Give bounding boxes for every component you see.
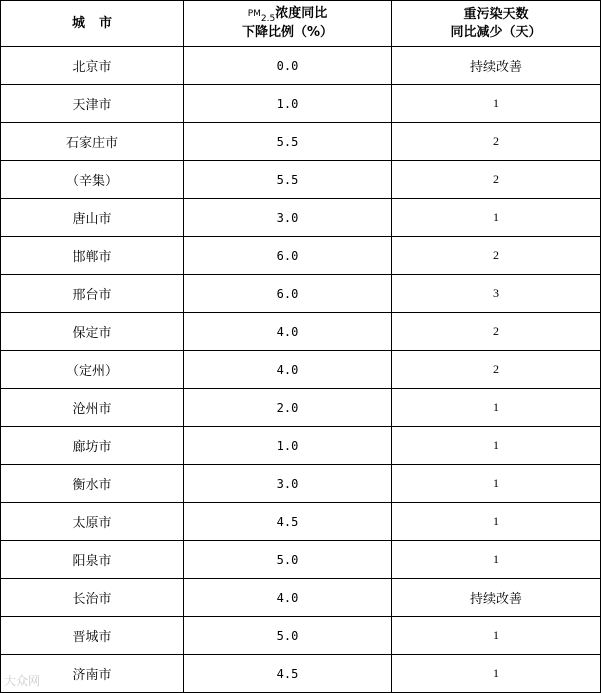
cell-days-reduced: 2 — [392, 237, 601, 275]
cell-pm-reduction: 4.0 — [184, 313, 392, 351]
header-pm-line2: 下降比例（%） — [241, 25, 334, 40]
header-city — [1, 1, 184, 47]
cell-days-reduced: 2 — [392, 161, 601, 199]
cell-city: 邯郸市 — [1, 237, 184, 275]
table-row — [1, 655, 601, 693]
header-pm-line1: 浓度同比 — [275, 6, 328, 21]
table-row — [1, 617, 601, 655]
table-row — [1, 465, 601, 503]
cell-pm-reduction: 5.0 — [184, 541, 392, 579]
cell-pm-reduction: 1.0 — [184, 85, 392, 123]
cell-city: 保定市 — [1, 313, 184, 351]
cell-days-reduced: 3 — [392, 275, 601, 313]
cell-city: （辛集） — [1, 161, 184, 199]
cell-pm-reduction: 1.0 — [184, 427, 392, 465]
cell-city: 廊坊市 — [1, 427, 184, 465]
cell-city: 长治市 — [1, 579, 184, 617]
cell-city: 阳泉市 — [1, 541, 184, 579]
cell-city: （定州） — [1, 351, 184, 389]
cell-city: 天津市 — [1, 85, 184, 123]
table-row — [1, 85, 601, 123]
cell-days-reduced: 1 — [392, 617, 601, 655]
header-days-line1: 重污染天数 — [463, 6, 529, 22]
cell-pm-reduction: 6.0 — [184, 275, 392, 313]
cell-pm-reduction: 0.0 — [184, 47, 392, 85]
cell-pm-reduction: 5.5 — [184, 123, 392, 161]
table-row — [1, 351, 601, 389]
cell-city: 沧州市 — [1, 389, 184, 427]
cell-pm-reduction: 5.5 — [184, 161, 392, 199]
cell-days-reduced: 1 — [392, 541, 601, 579]
table-row — [1, 199, 601, 237]
cell-days-reduced: 持续改善 — [392, 47, 601, 85]
cell-days-reduced: 2 — [392, 351, 601, 389]
table-row — [1, 123, 601, 161]
cell-pm-reduction: 4.5 — [184, 655, 392, 693]
table-row — [1, 275, 601, 313]
table-row — [1, 161, 601, 199]
watermark-text: 大众网 — [4, 674, 41, 688]
table-body — [1, 47, 601, 693]
cell-pm-reduction: 2.0 — [184, 389, 392, 427]
table-row — [1, 503, 601, 541]
table-row — [1, 237, 601, 275]
cell-days-reduced: 2 — [392, 313, 601, 351]
cell-days-reduced: 1 — [392, 427, 601, 465]
cell-days-reduced: 1 — [392, 199, 601, 237]
cell-days-reduced: 2 — [392, 123, 601, 161]
cell-city: 唐山市 — [1, 199, 184, 237]
cell-pm-reduction: 5.0 — [184, 617, 392, 655]
table-row — [1, 427, 601, 465]
header-days-line2: 同比减少（天） — [450, 24, 542, 40]
cell-days-reduced: 1 — [392, 389, 601, 427]
cell-city: 衡水市 — [1, 465, 184, 503]
cell-pm-reduction: 4.0 — [184, 579, 392, 617]
table-row — [1, 389, 601, 427]
cell-days-reduced: 1 — [392, 85, 601, 123]
cell-city: 济南市 — [1, 655, 184, 693]
cell-city: 北京市 — [1, 47, 184, 85]
cell-pm-reduction: 3.0 — [184, 199, 392, 237]
cell-pm-reduction: 4.0 — [184, 351, 392, 389]
watermark-logo — [4, 672, 40, 689]
table-row — [1, 579, 601, 617]
cell-days-reduced: 1 — [392, 503, 601, 541]
header-heavy-pollution-days — [392, 1, 601, 47]
cell-pm-reduction: 6.0 — [184, 237, 392, 275]
header-city-label: 城市 — [71, 15, 126, 31]
table-header-row — [1, 1, 601, 47]
cell-pm-reduction: 4.5 — [184, 503, 392, 541]
header-pm-prefix: PM — [247, 9, 261, 19]
cell-city: 晋城市 — [1, 617, 184, 655]
header-pm-sub: 2.5 — [260, 14, 276, 24]
cell-days-reduced: 持续改善 — [392, 579, 601, 617]
header-pm-reduction — [184, 1, 392, 47]
table-row — [1, 313, 601, 351]
cell-days-reduced: 1 — [392, 465, 601, 503]
cell-pm-reduction: 3.0 — [184, 465, 392, 503]
cell-city: 邢台市 — [1, 275, 184, 313]
cell-city: 太原市 — [1, 503, 184, 541]
table-row — [1, 47, 601, 85]
cell-city: 石家庄市 — [1, 123, 184, 161]
cell-days-reduced: 1 — [392, 655, 601, 693]
table-row — [1, 541, 601, 579]
